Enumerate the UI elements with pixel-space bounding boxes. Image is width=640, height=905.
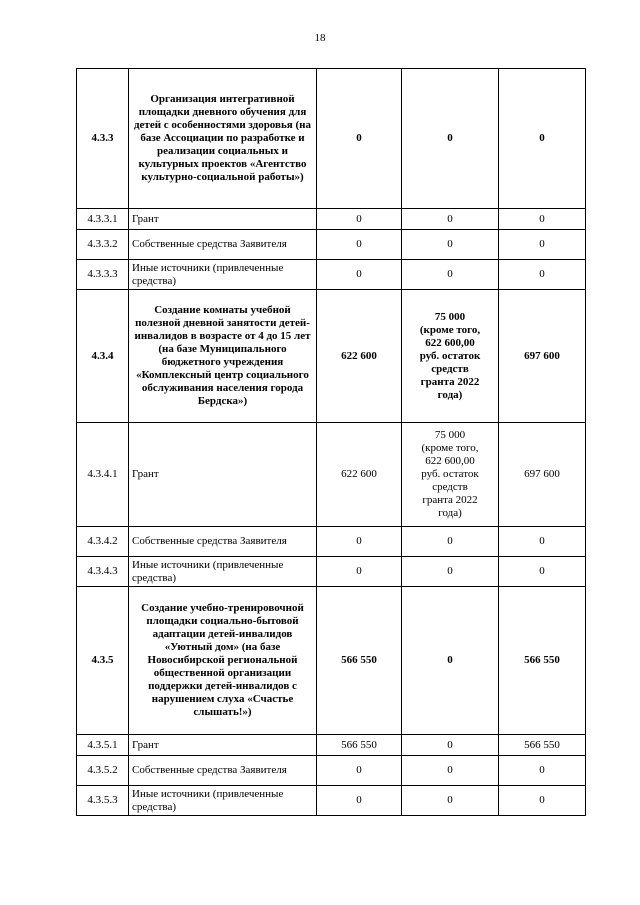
row-value-3: 697 600	[499, 423, 586, 527]
row-description: Организация интегративной площадки дневного обучения для детей с особенностями здоровья (на базе Ассоциации по разработке и реализации социальных и культурных проектов «Агентство культурно-социальной работы»)	[129, 69, 317, 209]
table-row	[77, 230, 586, 260]
row-value-2: 0	[402, 230, 499, 260]
row-value-3: 0	[499, 527, 586, 557]
row-description: Грант	[129, 423, 317, 527]
row-value-3: 0	[499, 557, 586, 587]
row-code: 4.3.3.1	[77, 209, 129, 230]
table-body	[77, 69, 586, 816]
row-value-2: 0	[402, 756, 499, 786]
row-value-2: 0	[402, 786, 499, 816]
row-value-1: 0	[317, 209, 402, 230]
row-value-1: 622 600	[317, 423, 402, 527]
row-value-3: 0	[499, 69, 586, 209]
row-code: 4.3.4	[77, 290, 129, 423]
row-description: Иные источники (привлеченные средства)	[129, 786, 317, 816]
row-code: 4.3.4.1	[77, 423, 129, 527]
row-value-1: 0	[317, 260, 402, 290]
row-code: 4.3.3.3	[77, 260, 129, 290]
row-code: 4.3.5.2	[77, 756, 129, 786]
row-value-2: 75 000 (кроме того, 622 600,00 руб. остаток средств гранта 2022 года)	[402, 423, 499, 527]
row-description: Создание комнаты учебной полезной дневной занятости детей-инвалидов в возрасте от 4 до 15 лет (на базе Муниципального бюджетного учреждения «Комплексный центр социального обслуживания населения города Бердска»)	[129, 290, 317, 423]
row-value-1: 0	[317, 786, 402, 816]
row-value-2: 0	[402, 209, 499, 230]
row-value-1: 0	[317, 527, 402, 557]
row-value-1: 566 550	[317, 587, 402, 735]
row-code: 4.3.4.3	[77, 557, 129, 587]
row-description: Грант	[129, 735, 317, 756]
row-description: Иные источники (привлеченные средства)	[129, 260, 317, 290]
table-row	[77, 786, 586, 816]
row-value-3: 566 550	[499, 587, 586, 735]
row-value-1: 0	[317, 756, 402, 786]
row-description: Собственные средства Заявителя	[129, 230, 317, 260]
row-description: Собственные средства Заявителя	[129, 527, 317, 557]
row-description: Собственные средства Заявителя	[129, 756, 317, 786]
row-value-3: 0	[499, 260, 586, 290]
row-value-2: 0	[402, 557, 499, 587]
table-row	[77, 69, 586, 209]
row-value-2: 0	[402, 735, 499, 756]
row-value-2: 0	[402, 587, 499, 735]
table-row	[77, 423, 586, 527]
row-description: Иные источники (привлеченные средства)	[129, 557, 317, 587]
row-value-1: 566 550	[317, 735, 402, 756]
row-value-2: 0	[402, 260, 499, 290]
table-row	[77, 209, 586, 230]
table-row	[77, 290, 586, 423]
table-row	[77, 735, 586, 756]
row-value-2: 0	[402, 527, 499, 557]
row-code: 4.3.3.2	[77, 230, 129, 260]
row-value-1: 0	[317, 69, 402, 209]
row-value-1: 0	[317, 230, 402, 260]
row-value-3: 0	[499, 230, 586, 260]
table-row	[77, 260, 586, 290]
row-value-3: 566 550	[499, 735, 586, 756]
table-row	[77, 756, 586, 786]
row-code: 4.3.5.3	[77, 786, 129, 816]
budget-table	[76, 68, 586, 816]
row-value-3: 0	[499, 209, 586, 230]
row-code: 4.3.3	[77, 69, 129, 209]
row-value-1: 0	[317, 557, 402, 587]
table-row	[77, 557, 586, 587]
row-code: 4.3.5.1	[77, 735, 129, 756]
row-description: Создание учебно-тренировочной площадки социально-бытовой адаптации детей-инвалидов «Уютный дом» (на базе Новосибирской региональной общественной организации поддержки детей-инвалидов с нарушением слуха «Счастье слышать!»)	[129, 587, 317, 735]
row-code: 4.3.5	[77, 587, 129, 735]
row-value-3: 0	[499, 786, 586, 816]
row-value-3: 697 600	[499, 290, 586, 423]
row-value-2: 0	[402, 69, 499, 209]
row-code: 4.3.4.2	[77, 527, 129, 557]
page-number: 18	[314, 32, 326, 44]
row-description: Грант	[129, 209, 317, 230]
table-row	[77, 527, 586, 557]
row-value-3: 0	[499, 756, 586, 786]
row-value-1: 622 600	[317, 290, 402, 423]
row-value-2: 75 000 (кроме того, 622 600,00 руб. остаток средств гранта 2022 года)	[402, 290, 499, 423]
table-row	[77, 587, 586, 735]
